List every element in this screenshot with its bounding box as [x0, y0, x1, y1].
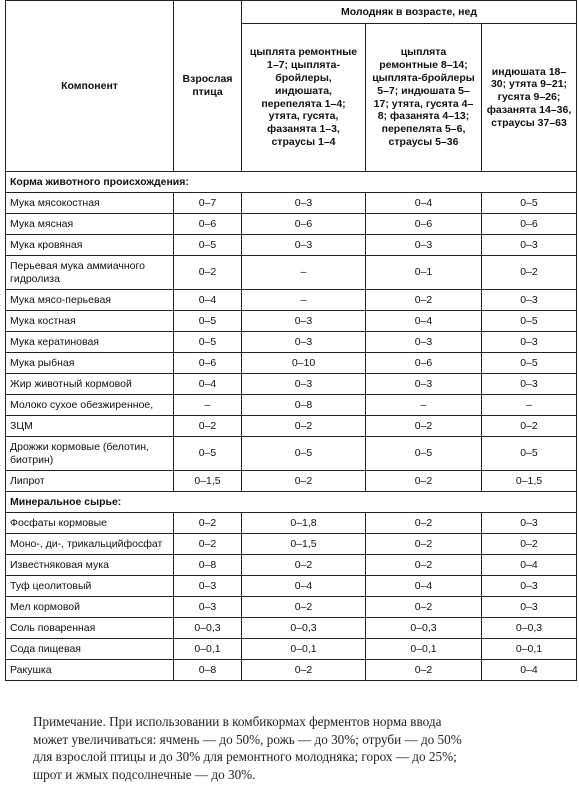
value-young-1: 0–3	[242, 311, 366, 332]
value-young-1: –	[242, 256, 366, 290]
table-row	[6, 374, 577, 395]
value-young-3: 0–6	[482, 214, 577, 235]
component-name: ЗЦМ	[6, 416, 174, 437]
component-name: Мука мясокостная	[6, 193, 174, 214]
component-name: Мука рыбная	[6, 353, 174, 374]
value-young-3: 0–4	[482, 660, 577, 681]
table-row	[6, 416, 577, 437]
value-young-3: 0–3	[482, 374, 577, 395]
table-row	[6, 639, 577, 660]
value-adult: 0–5	[174, 235, 242, 256]
component-name: Мука кровяная	[6, 235, 174, 256]
value-young-1: 0–0,1	[242, 639, 366, 660]
value-young-1: 0–3	[242, 332, 366, 353]
value-young-1: 0–2	[242, 555, 366, 576]
value-young-3: 0–3	[482, 332, 577, 353]
table-row	[6, 513, 577, 534]
header-adult-bird: Взрослая птица	[174, 1, 242, 172]
component-name: Фосфаты кормовые	[6, 513, 174, 534]
value-young-2: 0–2	[366, 555, 482, 576]
value-young-3: 0–5	[482, 437, 577, 471]
value-young-2: 0–2	[366, 513, 482, 534]
component-name: Перьевая мука аммиачного гидролиза	[6, 256, 174, 290]
table-row	[6, 214, 577, 235]
header-young-group: Молодняк в возрасте, нед	[242, 1, 577, 24]
value-young-3: 0–3	[482, 576, 577, 597]
value-young-3: 0–5	[482, 193, 577, 214]
value-adult: 0–2	[174, 256, 242, 290]
value-young-3: 0–4	[482, 555, 577, 576]
value-young-1: 0–3	[242, 374, 366, 395]
section-row	[6, 492, 577, 513]
table-body	[6, 172, 577, 681]
value-adult: 0–2	[174, 513, 242, 534]
value-young-3: 0–5	[482, 353, 577, 374]
value-young-2: 0–4	[366, 193, 482, 214]
value-young-3: 0–2	[482, 534, 577, 555]
value-young-3: 0–1,5	[482, 471, 577, 492]
section-row	[6, 172, 577, 193]
value-young-2: 0–3	[366, 332, 482, 353]
table-row	[6, 534, 577, 555]
component-name: Моно-, ди-, трикальцийфосфат	[6, 534, 174, 555]
component-name: Туф цеолитовый	[6, 576, 174, 597]
value-adult: 0–6	[174, 353, 242, 374]
value-young-3: 0–0,1	[482, 639, 577, 660]
table-row	[6, 256, 577, 290]
value-adult: 0–8	[174, 660, 242, 681]
value-young-2: 0–2	[366, 290, 482, 311]
value-adult: 0–3	[174, 576, 242, 597]
value-young-2: 0–6	[366, 214, 482, 235]
value-young-3: 0–3	[482, 597, 577, 618]
value-adult: 0–5	[174, 437, 242, 471]
value-young-3: 0–3	[482, 513, 577, 534]
component-name: Мука костная	[6, 311, 174, 332]
component-name: Известняковая мука	[6, 555, 174, 576]
value-young-1: 0–1,8	[242, 513, 366, 534]
value-adult: 0–2	[174, 534, 242, 555]
value-young-1: –	[242, 290, 366, 311]
table-row	[6, 555, 577, 576]
value-young-1: 0–3	[242, 193, 366, 214]
value-young-1: 0–10	[242, 353, 366, 374]
footnote-line: Примечание. При использовании в комбикормах ферментов норма ввода	[33, 714, 442, 729]
component-name: Соль поваренная	[6, 618, 174, 639]
component-name: Ракушка	[6, 660, 174, 681]
table-row	[6, 471, 577, 492]
component-name: Мел кормовой	[6, 597, 174, 618]
component-name: Молоко сухое обезжиренное,	[6, 395, 174, 416]
value-young-2: 0–2	[366, 534, 482, 555]
value-young-3: –	[482, 395, 577, 416]
value-young-2: 0–1	[366, 256, 482, 290]
value-young-1: 0–8	[242, 395, 366, 416]
header-young-col-1: цыплята ремонтные 1–7; цыплята-бройлеры, индюшата, перепелята 1–4; утята, гусята, фазанята 1–3, страусы 1–4	[242, 24, 366, 172]
table-row	[6, 660, 577, 681]
footnote-line: для взрослой птицы и до 30% для ремонтного молодняка; горох — до 25%;	[33, 749, 457, 764]
value-young-2: 0–2	[366, 471, 482, 492]
value-adult: 0–5	[174, 311, 242, 332]
value-young-2: 0–4	[366, 576, 482, 597]
value-young-2: –	[366, 395, 482, 416]
value-young-3: 0–0,3	[482, 618, 577, 639]
value-young-1: 0–1,5	[242, 534, 366, 555]
table-row	[6, 332, 577, 353]
value-young-2: 0–2	[366, 660, 482, 681]
value-young-3: 0–3	[482, 235, 577, 256]
table-row	[6, 311, 577, 332]
table-row	[6, 618, 577, 639]
value-adult: 0–6	[174, 214, 242, 235]
value-young-2: 0–0,1	[366, 639, 482, 660]
table-row	[6, 353, 577, 374]
value-young-1: 0–0,3	[242, 618, 366, 639]
value-young-1: 0–6	[242, 214, 366, 235]
table-row	[6, 193, 577, 214]
footnote	[33, 713, 573, 783]
value-adult: 0–7	[174, 193, 242, 214]
value-adult: 0–5	[174, 332, 242, 353]
component-name: Мука мясо-перьевая	[6, 290, 174, 311]
table-row	[6, 235, 577, 256]
footnote-line: шрот и жмых подсолнечные — до 30%.	[33, 766, 256, 782]
value-adult: 0–2	[174, 416, 242, 437]
value-young-2: 0–5	[366, 437, 482, 471]
table-header	[6, 1, 577, 172]
value-young-1: 0–2	[242, 471, 366, 492]
value-young-3: 0–3	[482, 290, 577, 311]
table-row	[6, 597, 577, 618]
value-adult: 0–3	[174, 597, 242, 618]
value-young-2: 0–2	[366, 416, 482, 437]
value-young-2: 0–4	[366, 311, 482, 332]
value-young-1: 0–2	[242, 597, 366, 618]
component-name: Мука мясная	[6, 214, 174, 235]
value-adult: 0–4	[174, 374, 242, 395]
header-young-col-2: цыплята ремонтные 8–14; цыплята-бройлеры 5–7; индюшата 5–17; утята, гусята 4–8; фазанята 4–13; перепелята 5–6, страусы 5–36	[366, 24, 482, 172]
table-row	[6, 576, 577, 597]
value-young-1: 0–3	[242, 235, 366, 256]
value-adult: 0–4	[174, 290, 242, 311]
table-row	[6, 395, 577, 416]
value-adult: –	[174, 395, 242, 416]
value-young-3: 0–2	[482, 416, 577, 437]
component-name: Дрожжи кормовые (белотин, биотрин)	[6, 437, 174, 471]
value-young-2: 0–2	[366, 597, 482, 618]
value-young-1: 0–4	[242, 576, 366, 597]
value-adult: 0–0,1	[174, 639, 242, 660]
table-row	[6, 437, 577, 471]
value-young-2: 0–3	[366, 235, 482, 256]
header-component: Компонент	[6, 1, 174, 172]
value-young-2: 0–3	[366, 374, 482, 395]
footnote-line: может увеличиваться: ячмень — до 50%, рожь — до 30%; отруби — до 50%	[33, 731, 462, 747]
component-name: Жир животный кормовой	[6, 374, 174, 395]
section-title: Корма животного происхождения:	[6, 172, 577, 193]
value-young-2: 0–6	[366, 353, 482, 374]
component-name: Мука кератиновая	[6, 332, 174, 353]
value-adult: 0–0,3	[174, 618, 242, 639]
value-adult: 0–8	[174, 555, 242, 576]
value-young-3: 0–2	[482, 256, 577, 290]
header-young-col-3: индюшата 18–30; утята 9–21; гусята 9–26; фазанята 14–36, страусы 37–63	[482, 24, 577, 172]
value-adult: 0–1,5	[174, 471, 242, 492]
component-name: Липрот	[6, 471, 174, 492]
value-young-3: 0–5	[482, 311, 577, 332]
section-title: Минеральное сырье:	[6, 492, 577, 513]
value-young-1: 0–2	[242, 416, 366, 437]
value-young-2: 0–0,3	[366, 618, 482, 639]
value-young-1: 0–5	[242, 437, 366, 471]
value-young-1: 0–2	[242, 660, 366, 681]
table-row	[6, 290, 577, 311]
component-name: Сода пищевая	[6, 639, 174, 660]
norms-table	[5, 0, 577, 681]
